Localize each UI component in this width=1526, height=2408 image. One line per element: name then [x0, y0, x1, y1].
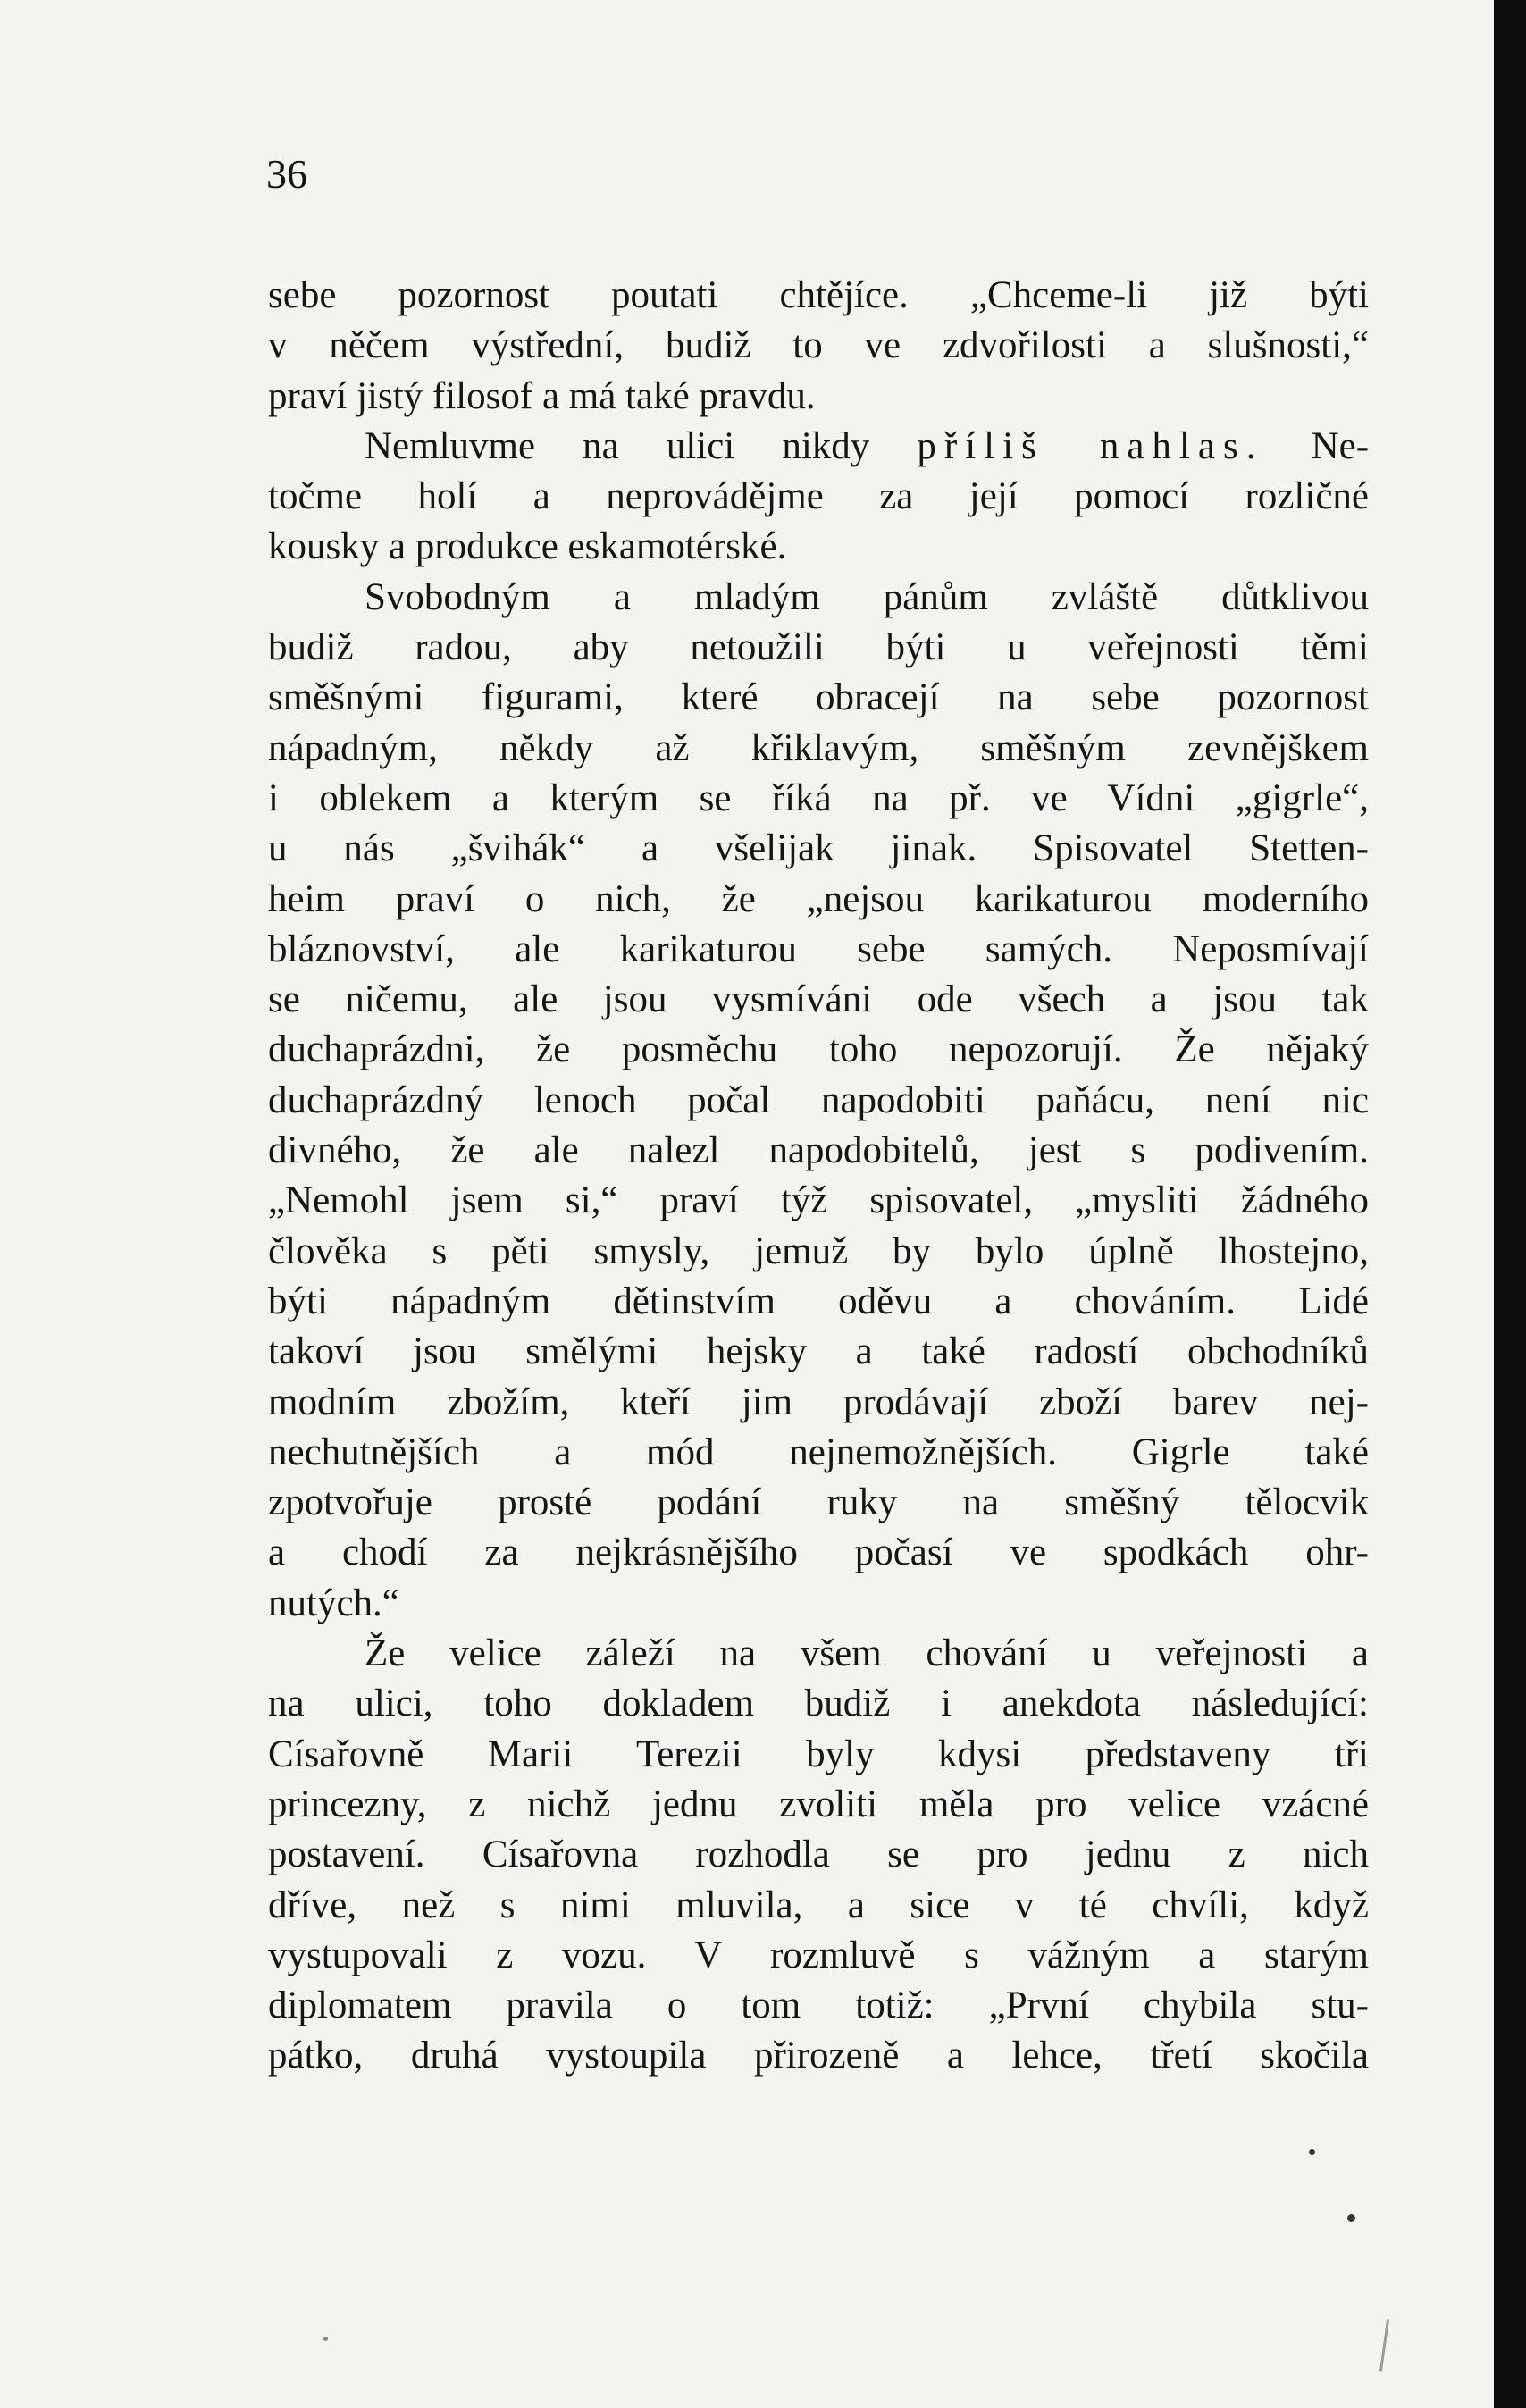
text-line: sebe pozornost poutati chtějíce. „Chceme-li již býti	[268, 274, 1369, 316]
text-line: duchaprázdný lenoch počal napodobiti paňácu, není nic	[268, 1078, 1369, 1121]
text-line-emphasis	[268, 422, 1369, 472]
text-line: směšnými figurami, které obracejí na sebe pozornost	[268, 676, 1369, 719]
paper-speck	[323, 2337, 328, 2341]
text-line: heim praví o nich, že „nejsou karikaturou moderního	[268, 877, 1369, 920]
text-line: duchaprázdni, že posměchu toho nepozorují. Že nějaký	[268, 1028, 1369, 1071]
spaced-emphasis: příliš nahlas.	[917, 424, 1264, 467]
text-line: dříve, než s nimi mluvila, a sice v té chvíli, když	[268, 1884, 1369, 1926]
text-segment: Nemluvme na ulici nikdy	[365, 424, 870, 467]
page-number: 36	[266, 151, 307, 197]
paper-speck	[1379, 2319, 1389, 2372]
paper-speck	[1309, 2149, 1315, 2155]
text-line: i oblekem a kterým se říká na př. ve Vídni „gigrle“,	[268, 776, 1369, 819]
text-line: u nás „švihák“ a všelijak jinak. Spisovatel Stetten-	[268, 827, 1369, 870]
text-line: býti nápadným dětinstvím oděvu a chováním. Lidé	[268, 1280, 1369, 1322]
text-line: kousky a produkce eskamotérské.	[268, 525, 787, 568]
text-line: se ničemu, ale jsou vysmíváni ode všech a jsou tak	[268, 978, 1369, 1021]
text-line: diplomatem pravila o tom totiž: „První chybila stu-	[268, 1984, 1369, 2027]
paper-speck	[1347, 2214, 1355, 2222]
text-segment: Ne-	[1311, 424, 1370, 467]
text-line: na ulici, toho dokladem budiž i anekdota následující:	[268, 1682, 1369, 1725]
text-line: nutých.“	[268, 1582, 399, 1624]
text-line: Svobodným a mladým pánům zvláště důtklivou	[365, 575, 1369, 618]
text-line: divného, že ale nalezl napodobitelů, jest s podivením.	[268, 1129, 1369, 1172]
body-text	[268, 271, 1369, 2082]
text-line: praví jistý filosof a má také pravdu.	[268, 374, 816, 417]
text-line: modním zbožím, kteří jim prodávají zboží barev nej-	[268, 1380, 1369, 1423]
text-line: vystupovali z vozu. V rozmluvě s vážným a starým	[268, 1934, 1369, 1976]
text-line: zpotvořuje prosté podání ruky na směšný tělocvik	[268, 1481, 1369, 1524]
text-line: točme holí a neprovádějme za její pomocí rozličné	[268, 475, 1369, 518]
text-line: bláznovství, ale karikaturou sebe samých. Neposmívají	[268, 927, 1369, 970]
text-line: „Nemohl jsem si,“ praví týž spisovatel, „mysliti žádného	[268, 1179, 1369, 1222]
text-line: postavení. Císařovna rozhodla se pro jednu z nich	[268, 1833, 1369, 1876]
text-line: Že velice záleží na všem chování u veřejnosti a	[365, 1632, 1369, 1675]
text-line: princezny, z nichž jednu zvoliti měla pro velice vzácné	[268, 1783, 1369, 1825]
text-line: v něčem výstřední, budiž to ve zdvořilosti a slušnosti,“	[268, 324, 1369, 367]
text-line: Císařovně Marii Terezii byly kdysi představeny tři	[268, 1733, 1369, 1775]
text-line: budiž radou, aby netoužili býti u veřejnosti těmi	[268, 626, 1369, 669]
text-line: člověka s pěti smysly, jemuž by bylo úplně lhostejno,	[268, 1229, 1369, 1272]
text-line: nápadným, někdy až křiklavým, směšným zevnějškem	[268, 726, 1369, 769]
text-line: takoví jsou smělými hejsky a také radostí obchodníků	[268, 1330, 1369, 1373]
text-line: a chodí za nejkrásnějšího počasí ve spodkách ohr-	[268, 1531, 1369, 1574]
text-line: pátko, druhá vystoupila přirozeně a lehce, třetí skočila	[268, 2035, 1369, 2077]
text-line: nechutnějších a mód nejnemožnějších. Gigrle také	[268, 1431, 1369, 1473]
scan-edge	[1494, 0, 1526, 2408]
